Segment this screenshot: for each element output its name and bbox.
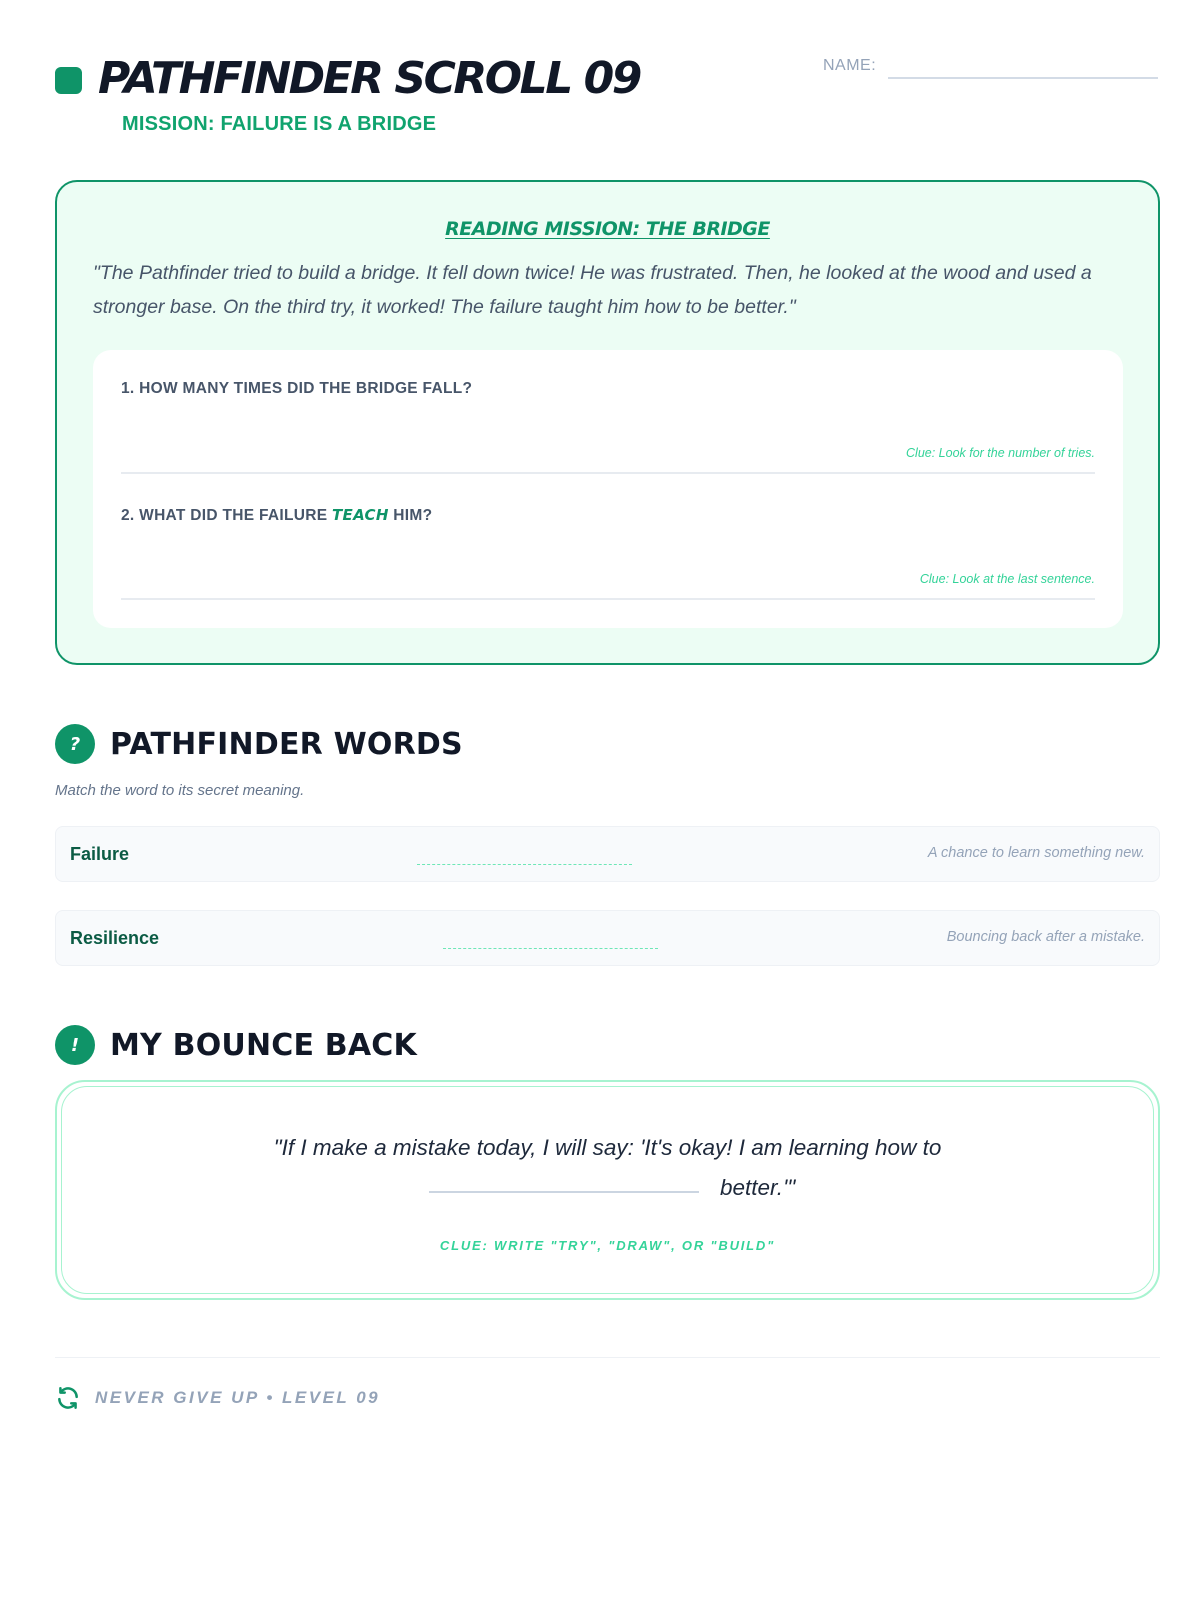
word-match-row <box>55 826 1160 882</box>
question-2-clue: Clue: Look at the last sentence. <box>919 572 1095 586</box>
pathfinder-words-heading <box>55 724 463 764</box>
bounce-back-heading <box>55 1025 417 1065</box>
vocab-word: Failure <box>70 844 130 864</box>
reading-mission-panel <box>55 180 1160 665</box>
bounce-back-panel <box>55 1080 1160 1300</box>
pathfinder-words-title: PATHFINDER WORDS <box>110 726 463 762</box>
question-1 <box>121 350 1095 474</box>
question-1-label: 1. HOW MANY TIMES DID THE BRIDGE FALL? <box>121 380 473 397</box>
question-2-label-end: HIM? <box>388 507 433 524</box>
refresh-icon <box>55 1385 81 1411</box>
pledge-clue: CLUE: WRITE "TRY", "DRAW", OR "BUILD" <box>439 1238 776 1253</box>
question-2-text <box>121 506 432 525</box>
name-label: NAME: <box>823 57 877 74</box>
exclamation-icon: ! <box>55 1025 95 1065</box>
word-meaning: Bouncing back after a mistake. <box>946 929 1145 945</box>
name-field[interactable] <box>888 77 1158 79</box>
word-meaning: A chance to learn something new. <box>927 845 1145 861</box>
bounce-back-inner-border <box>61 1086 1154 1294</box>
footer-divider <box>55 1357 1160 1358</box>
worksheet-header <box>55 50 1155 140</box>
match-answer-line[interactable] <box>417 864 632 865</box>
page-title: PATHFINDER SCROLL 09 <box>98 53 640 104</box>
question-mark-icon: ? <box>55 724 95 764</box>
bounce-back-title: MY BOUNCE BACK <box>110 1027 417 1063</box>
questions-panel <box>93 350 1123 628</box>
pledge-text: "If I make a mistake today, I will say: 'It's okay! I am learning how to <box>273 1135 942 1160</box>
match-answer-line[interactable] <box>443 948 658 949</box>
question-1-text <box>121 380 472 398</box>
vocab-word: Resilience <box>70 928 160 948</box>
footer-text: NEVER GIVE UP • LEVEL 09 <box>95 1388 381 1407</box>
question-1-clue: Clue: Look for the number of tries. <box>906 446 1095 460</box>
reading-passage: "The Pathfinder tried to build a bridge. It fell down twice! He was frustrated. Then, he looked at the wood and used a stronger base. On the third try, it worked! The failure taught him how to be better." <box>93 262 1092 318</box>
question-2-emphasis: TEACH <box>332 506 389 524</box>
mission-subtitle: MISSION: FAILURE IS A BRIDGE <box>122 113 437 135</box>
pledge-answer-line[interactable] <box>429 1191 699 1193</box>
pledge-text-end: better.'" <box>720 1175 796 1200</box>
title-row <box>55 50 1155 108</box>
footer <box>55 1385 380 1411</box>
title-marker-icon <box>55 67 82 94</box>
words-instruction: Match the word to its secret meaning. <box>55 782 305 799</box>
question-2 <box>121 476 1095 600</box>
question-2-label: 2. WHAT DID THE FAILURE <box>121 507 332 524</box>
word-match-row <box>55 910 1160 966</box>
reading-mission-title: READING MISSION: THE BRIDGE <box>445 218 770 240</box>
